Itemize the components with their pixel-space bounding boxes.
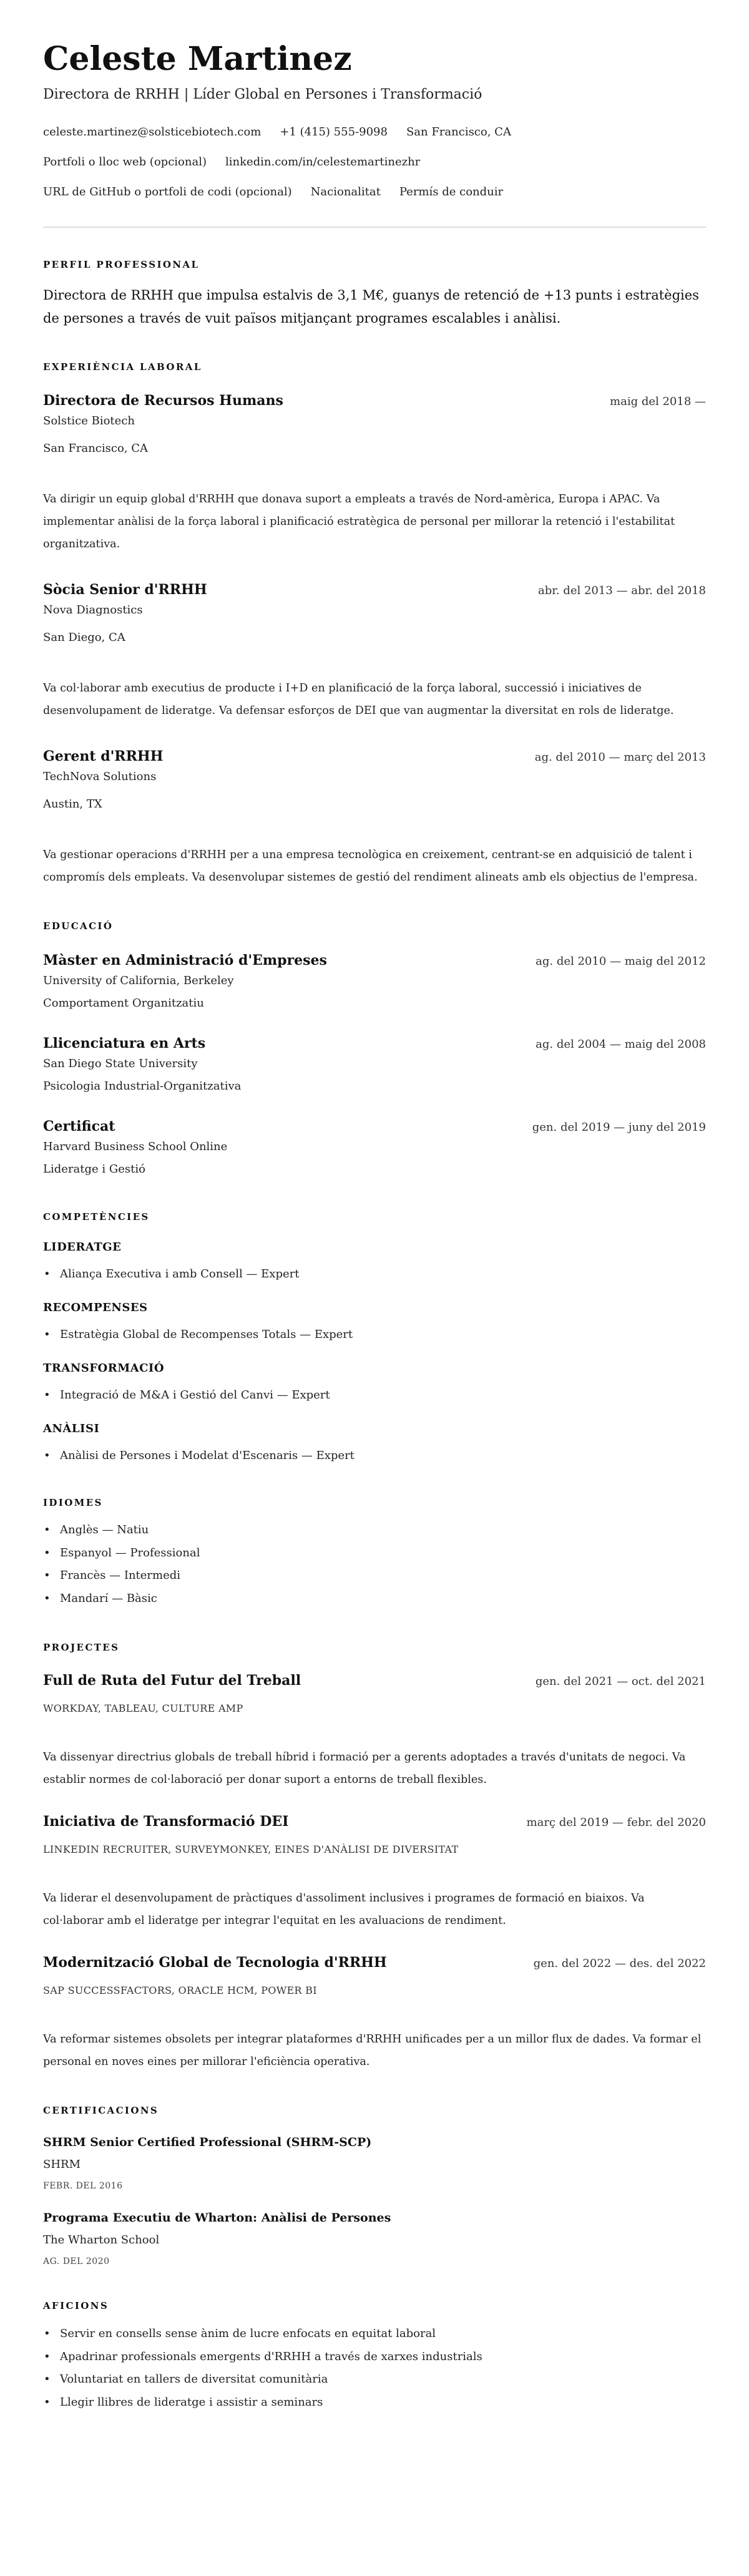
project-header — [43, 1953, 706, 1973]
education-dates: ag. del 2010 — maig del 2012 — [536, 955, 706, 968]
job-entry — [43, 747, 706, 889]
job-dates: abr. del 2013 — abr. del 2018 — [537, 584, 706, 597]
education-header — [43, 951, 706, 971]
job-title: Sòcia Senior d'RRHH — [43, 582, 207, 598]
certification-entry — [43, 2134, 706, 2193]
candidate-headline: Directora de RRHH | Líder Global en Persones i Transformació — [43, 87, 482, 102]
candidate-name: Celeste Martinez — [43, 40, 352, 78]
list-item-text: Espanyol — Professional — [60, 1546, 200, 1559]
list-item-text: Francès — Intermedi — [60, 1569, 181, 1582]
contact-row — [43, 147, 706, 177]
contact-item: Nacionalitat — [310, 185, 381, 198]
education-dates: gen. del 2019 — juny del 2019 — [532, 1121, 706, 1134]
hobbies-list — [43, 2323, 706, 2414]
project-technologies: WORKDAY, TABLEAU, CULTURE AMP — [43, 1702, 243, 1714]
bullet-icon: • — [44, 1388, 51, 1402]
job-location: San Diego, CA — [43, 631, 125, 644]
list-item-text: Mandarí — Bàsic — [60, 1591, 157, 1605]
job-header — [43, 391, 706, 411]
list-item-text: Llegir llibres de lideratge i assistir a seminars — [60, 2395, 323, 2409]
skill-item — [43, 1386, 706, 1405]
project-title: Iniciativa de Transformació DEI — [43, 1813, 289, 1830]
bullet-icon: • — [44, 1449, 51, 1462]
education-section — [43, 920, 706, 1179]
education-dates: ag. del 2004 — maig del 2008 — [536, 1038, 706, 1051]
project-technologies: LINKEDIN RECRUITER, SURVEYMONKEY, EINES D'ANÀLISI DE DIVERSITAT — [43, 1843, 459, 1855]
skill-list — [43, 1447, 706, 1465]
job-title: Directora de Recursos Humans — [43, 393, 283, 409]
job-description: Va col·laborar amb executius de producte i I+D en planificació de la força laboral, successió i iniciatives de desenvolupament de lideratge. Va defensar esforços de DEI que van augmentar la diversitat en rols de lideratge. — [43, 682, 674, 717]
language-item — [43, 1564, 706, 1588]
project-title: Modernització Global de Tecnologia d'RRHH — [43, 1954, 387, 1971]
degree-title: Llicenciatura en Arts — [43, 1035, 206, 1051]
project-description: Va liderar el desenvolupament de pràctiques d'assoliment inclusives i programes de formació en biaixos. Va col·laborar amb el lideratge per integrar l'equitat en les avaluacions de rendiment. — [43, 1892, 645, 1927]
project-dates: març del 2019 — febr. del 2020 — [526, 1816, 706, 1829]
certification-entry — [43, 2209, 706, 2268]
list-item-text: Aliança Executiva i amb Consell — Expert — [60, 1267, 300, 1281]
bullet-icon: • — [44, 1569, 51, 1582]
school-name: Harvard Business School Online — [43, 1140, 228, 1153]
summary-section — [43, 258, 706, 329]
company-name: Nova Diagnostics — [43, 603, 143, 617]
languages-section — [43, 1496, 706, 1610]
education-entry — [43, 1117, 706, 1179]
section-heading: PROJECTES — [43, 1642, 120, 1653]
skill-list — [43, 1325, 706, 1344]
bullet-icon: • — [44, 2327, 51, 2340]
hobby-item — [43, 2323, 706, 2346]
section-heading: PERFIL PROFESSIONAL — [43, 259, 200, 270]
list-item-text: Estratègia Global de Recompenses Totals — Expert — [60, 1328, 353, 1341]
job-description: Va gestionar operacions d'RRHH per a una empresa tecnològica en creixement, centrant-se en adquisició de talent i compromís dels empleats. Va desenvolupar sistemes de gestió del rendiment alineats amb els objectius de l'empresa. — [43, 849, 698, 884]
certifications-section — [43, 2104, 706, 2268]
skill-item — [43, 1325, 706, 1344]
certification-title: SHRM Senior Certified Professional (SHRM-SCP) — [43, 2135, 372, 2149]
skill-category: ANÀLISI — [43, 1422, 100, 1435]
project-entry — [43, 1671, 706, 1791]
skills-section — [43, 1211, 706, 1465]
skill-item — [43, 1447, 706, 1465]
bullet-icon: • — [44, 1591, 51, 1605]
job-description: Va dirigir un equip global d'RRHH que donava suport a empleats a través de Nord-amèrica, Europa i APAC. Va implementar anàlisi de la força laboral i planificació estratègica de personal per millorar la retenció i l'estabilitat organitzativa. — [43, 493, 675, 550]
bullet-icon: • — [44, 2395, 51, 2409]
bullet-icon: • — [44, 1267, 51, 1281]
contact-item: San Francisco, CA — [406, 125, 511, 139]
school-name: University of California, Berkeley — [43, 974, 234, 987]
skill-category: RECOMPENSES — [43, 1301, 148, 1314]
degree-title: Certificat — [43, 1118, 115, 1134]
certification-issuer: The Wharton School — [43, 2233, 160, 2247]
section-heading: CERTIFICACIONS — [43, 2105, 159, 2116]
skill-category: TRANSFORMACIÓ — [43, 1362, 165, 1375]
project-dates: gen. del 2022 — des. del 2022 — [533, 1957, 706, 1970]
list-item-text: Apadrinar professionals emergents d'RRHH a través de xarxes industrials — [60, 2349, 482, 2363]
project-dates: gen. del 2021 — oct. del 2021 — [535, 1675, 706, 1688]
job-dates: maig del 2018 — — [610, 395, 706, 408]
section-heading: IDIOMES — [43, 1497, 103, 1508]
degree-title: Màster en Administració d'Empreses — [43, 952, 327, 968]
certification-date: AG. DEL 2020 — [43, 2256, 110, 2266]
list-item-text: Voluntariat en tallers de diversitat comunitària — [60, 2373, 328, 2386]
contact-row — [43, 177, 706, 207]
contact-link[interactable]: celeste.martinez@solsticebiotech.com — [43, 125, 262, 139]
hobbies-section — [43, 2300, 706, 2414]
list-item-text: Anàlisi de Persones i Modelat d'Escenaris — Expert — [60, 1449, 355, 1462]
school-name: San Diego State University — [43, 1057, 198, 1070]
field-of-study: Comportament Organitzatiu — [43, 997, 204, 1010]
section-heading: EDUCACIÓ — [43, 920, 114, 932]
header-divider — [43, 227, 706, 228]
section-heading: AFICIONS — [43, 2300, 109, 2311]
project-entry — [43, 1953, 706, 2073]
job-header — [43, 580, 706, 600]
project-description: Va reformar sistemes obsolets per integrar plataformes d'RRHH unificades per a un millor flux de dades. Va formar el personal en noves eines per millorar l'eficiència operativa. — [43, 2033, 702, 2068]
experience-section — [43, 361, 706, 889]
contact-row — [43, 117, 706, 147]
resume-page — [0, 39, 749, 2414]
hobby-item — [43, 2346, 706, 2369]
job-dates: ag. del 2010 — març del 2013 — [534, 751, 706, 764]
certification-title: Programa Executiu de Wharton: Anàlisi de Persones — [43, 2211, 391, 2225]
project-header — [43, 1671, 706, 1691]
list-item-text: Anglès — Natiu — [60, 1523, 149, 1536]
project-title: Full de Ruta del Futur del Treball — [43, 1672, 301, 1689]
contact-item: URL de GitHub o portfoli de codi (opcional) — [43, 185, 292, 198]
summary-text: Directora de RRHH que impulsa estalvis de 3,1 M€, guanys de retenció de +13 punts i estratègies de persones a través de vuit països mitjançant programes escalables i anàlisi. — [43, 288, 699, 326]
certification-date: FEBR. DEL 2016 — [43, 2181, 123, 2191]
language-item — [43, 1542, 706, 1565]
education-entry — [43, 951, 706, 1013]
projects-section — [43, 1641, 706, 2073]
resume-header — [43, 39, 706, 207]
project-technologies: SAP SUCCESSFACTORS, ORACLE HCM, POWER BI — [43, 1984, 317, 1996]
bullet-icon: • — [44, 1328, 51, 1341]
job-header — [43, 747, 706, 767]
certification-issuer: SHRM — [43, 2158, 81, 2171]
section-heading: COMPETÈNCIES — [43, 1211, 150, 1222]
job-location: Austin, TX — [43, 798, 102, 811]
skill-list — [43, 1265, 706, 1284]
section-heading: EXPERIÈNCIA LABORAL — [43, 361, 202, 373]
job-entry — [43, 580, 706, 722]
language-item — [43, 1519, 706, 1542]
hobby-item — [43, 2391, 706, 2414]
education-entry — [43, 1034, 706, 1096]
languages-list — [43, 1519, 706, 1610]
list-item-text: Integració de M&A i Gestió del Canvi — Expert — [60, 1388, 330, 1402]
bullet-icon: • — [44, 1523, 51, 1536]
bullet-icon: • — [44, 1546, 51, 1559]
skill-item — [43, 1265, 706, 1284]
contact-link[interactable]: linkedin.com/in/celestemartinezhr — [225, 155, 421, 168]
education-header — [43, 1034, 706, 1054]
job-location: San Francisco, CA — [43, 442, 149, 455]
company-name: Solstice Biotech — [43, 414, 135, 427]
company-name: TechNova Solutions — [43, 770, 157, 783]
project-description: Va dissenyar directrius globals de treball híbrid i formació per a gerents adoptades a través d'unitats de negoci. Va establir normes de col·laboració per donar suport a entorns de treball flexibles. — [43, 1751, 686, 1786]
education-header — [43, 1117, 706, 1137]
skill-list — [43, 1386, 706, 1405]
bullet-icon: • — [44, 2349, 51, 2363]
contact-item: Permís de conduir — [399, 185, 504, 198]
language-item — [43, 1588, 706, 1611]
job-title: Gerent d'RRHH — [43, 748, 164, 764]
hobby-item — [43, 2368, 706, 2391]
skill-category: LIDERATGE — [43, 1241, 122, 1254]
contact-link[interactable]: +1 (415) 555-9098 — [280, 125, 388, 139]
contact-info — [43, 117, 706, 207]
field-of-study: Psicologia Industrial-Organitzativa — [43, 1080, 242, 1093]
project-header — [43, 1812, 706, 1832]
contact-item: Portfoli o lloc web (opcional) — [43, 155, 207, 168]
field-of-study: Lideratge i Gestió — [43, 1163, 145, 1176]
list-item-text: Servir en consells sense ànim de lucre enfocats en equitat laboral — [60, 2327, 436, 2340]
project-entry — [43, 1812, 706, 1932]
job-entry — [43, 391, 706, 555]
bullet-icon: • — [44, 2373, 51, 2386]
